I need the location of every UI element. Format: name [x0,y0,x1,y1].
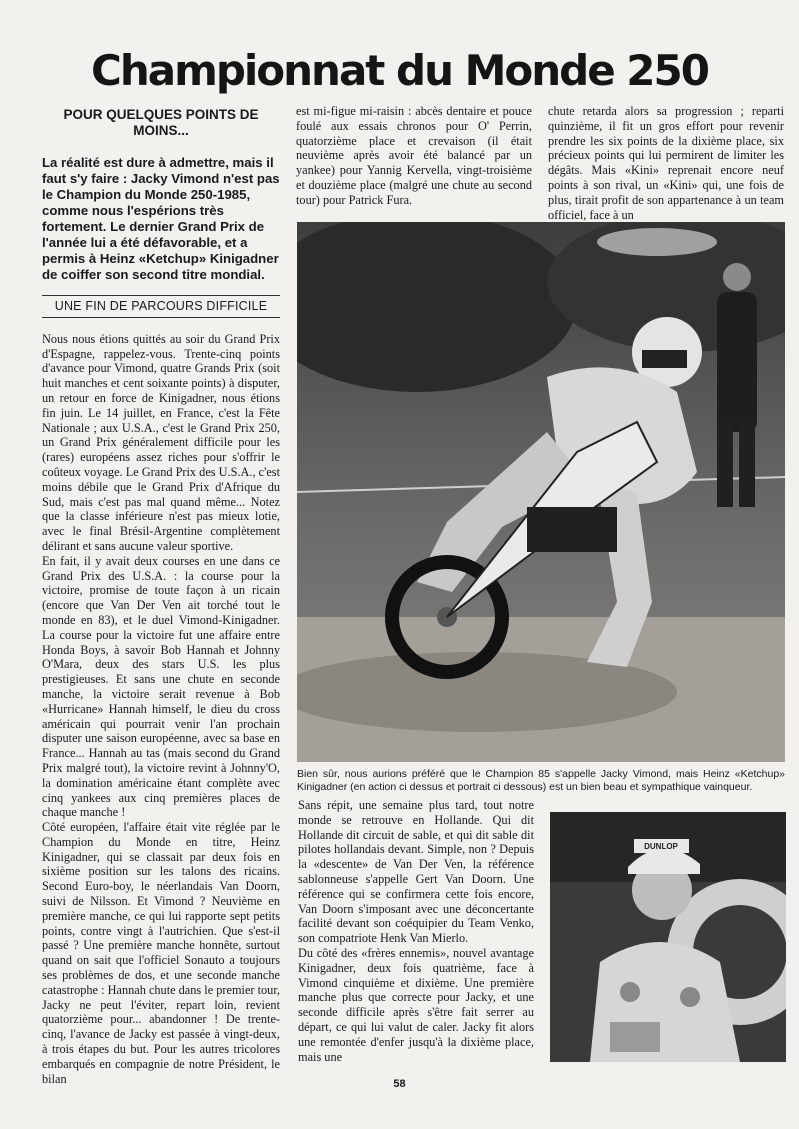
photo-caption: Bien sûr, nous aurions préféré que le Champion 85 s'appelle Jacky Vimond, mais Heinz «Ketchup» Kinigadner (en action ci dessus et portrait ci dessous) est un bien beau et sympathique vainqueur. [297,768,785,793]
champion-portrait-image [550,812,786,1062]
body-paragraph: chute retarda alors sa progression ; reparti quinzième, il fit un gros effort pour revenir prendre les six points de la dixième place, six précieux points qui lui permirent de limiter les dégâts. Mais «Kini» reprenait encore neuf points à son rival, un «Kini» qui, une fois de plus, tirait profit de son appartenance à un team officiel, face à un [548,104,784,222]
body-paragraph: est mi-figue mi-raisin : abcès dentaire et pouce foulé aux essais chronos pour O' Perrin, quatorzième place et crevaison (il était neuvième après avoir été balancé par un yankee) pour Yannig Kervella, vingt-troisième et douzième place (malgré une chute au second tour) pour Patrick Fura. [296,104,532,207]
left-column [42,107,280,1086]
helmet-brand-text: DUNLOP [644,842,678,851]
page-title: Championnat du Monde 250 [91,46,708,95]
body-paragraph: Nous nous étions quittés au soir du Grand Prix d'Espagne, rappelez-vous. Trente-cinq points d'avance pour Vimond, quatre Grands Prix (soit huit manches et cent soixante points) à disputer, un retour en force de Kinigadner, nous étions fin juin. Le 14 juillet, en France, c'est la Fête Nationale ; aux U.S.A., c'est le Grand Prix 250, un Grand Prix généralement difficile pour les (rares) européens assez riches pour s'offrir le coûteux voyage. Le Grand Prix des U.S.A., c'est moins débile que le Grand Prix d'Afrique du Sud, mais c'est pas mal quand même... Notez que la classe inférieure n'est pas mieux lotie, avec le final Brésil-Argentine complètement délirant et sans aucune valeur sportive. [42,331,280,553]
body-paragraph: En fait, il y avait deux courses en une dans ce Grand Prix des U.S.A. : la course pour la victoire, promise de toute façon à un ricain (encore que Van Der Ven ait torché tout le monde en 83), et le duel Vimond-Kinigadner. La course pour la victoire fut une affaire entre Honda Boys, à savoir Bob Hannah et Johnny O'Mara, deux des stars U.S. les plus prestigieuses. Et sans une chute en seconde manche, la victoire serait revenue à Bob «Hurricane» Hannah himself, le dieu du cross américain qui pourrait venir l'an prochain disputer une saison européenne, avec sa base en France... Hannah au tas (mais second du Grand Prix malgré tout), la victoire revint à Johnny'O, la domination américaine étant complète avec cinq yankees aux cinq premières places de chaque manche ! [42,553,280,820]
champion-portrait-photo [550,812,786,1062]
section-subhead: UNE FIN DE PARCOURS DIFFICILE [42,295,280,318]
motocross-action-image [297,222,785,762]
middle-column-top [296,104,532,208]
right-column-top [548,104,784,222]
body-paragraph: Du côté des «frères ennemis», nouvel avantage Kinigadner, deux fois quatrième, face à Vimond cinquième et dixième. Une première manche plus que correcte pour Jacky, et une seconde difficile après s'être fait serrer au départ, ce qui lui valut de caler. Jacky fit alors une remontée d'enfer jusqu'à la dixième place, mais une [298,945,534,1064]
motocross-action-photo [297,222,785,762]
middle-column-bottom [298,798,534,1064]
page-number: 58 [393,1078,406,1090]
kicker: POUR QUELQUES POINTS DE MOINS... [63,107,259,138]
body-paragraph: Sans répit, une semaine plus tard, tout notre monde se retrouve en Hollande. Qui dit Hollande dit circuit de sable, et qui dit sable dit pilotes hollandais devant. Simple, non ? Depuis la «descente» de Van Der Ven, la référence sablonneuse s'appelle Gert Van Doorn. Une référence qui se confirmera cette fois encore, Van Doorn s'imposant avec une déconcertante facilité devant son coéquipier du Team Venko, son compatriote Henk Van Mierlo. [298,798,534,946]
lead-paragraph: La réalité est dure à admettre, mais il faut s'y faire : Jacky Vimond n'est pas le Champion du Monde 250-1985, comme nous l'espérions très fortement. Le dernier Grand Prix de l'année lui a été défavorable, et a permis à Heinz «Ketchup» Kinigadner de coiffer son second titre mondial. [42,155,280,282]
body-paragraph: Côté européen, l'affaire était vite réglée par le Champion du Monde en titre, Heinz Kinigadner, qui se classait par deux fois en sixième position sur les talons des ricains. Second Euro-boy, le néerlandais Van Doorn, suivi de Nilsson. Et Vimond ? Neuvième en première manche, ce qui lui rapporte sept petits points, contre vingt à l'autrichien. Que s'est-il passé ? Une première manche honnête, surtout quand on sait que l'officiel Sonauto a toujours ses problèmes de dos, et une seconde manche catastrophe : Hannah chute dans le premier tour, Jacky ne peut l'éviter, repart loin, revient quatorzième pour... abandonner ! De trente-cinq, l'avance de Jacky est passée à vingt-deux, à trois étapes du but. Pour les autres tricolores embarqués en compagnie de notre Président, le bilan [42,820,280,1086]
